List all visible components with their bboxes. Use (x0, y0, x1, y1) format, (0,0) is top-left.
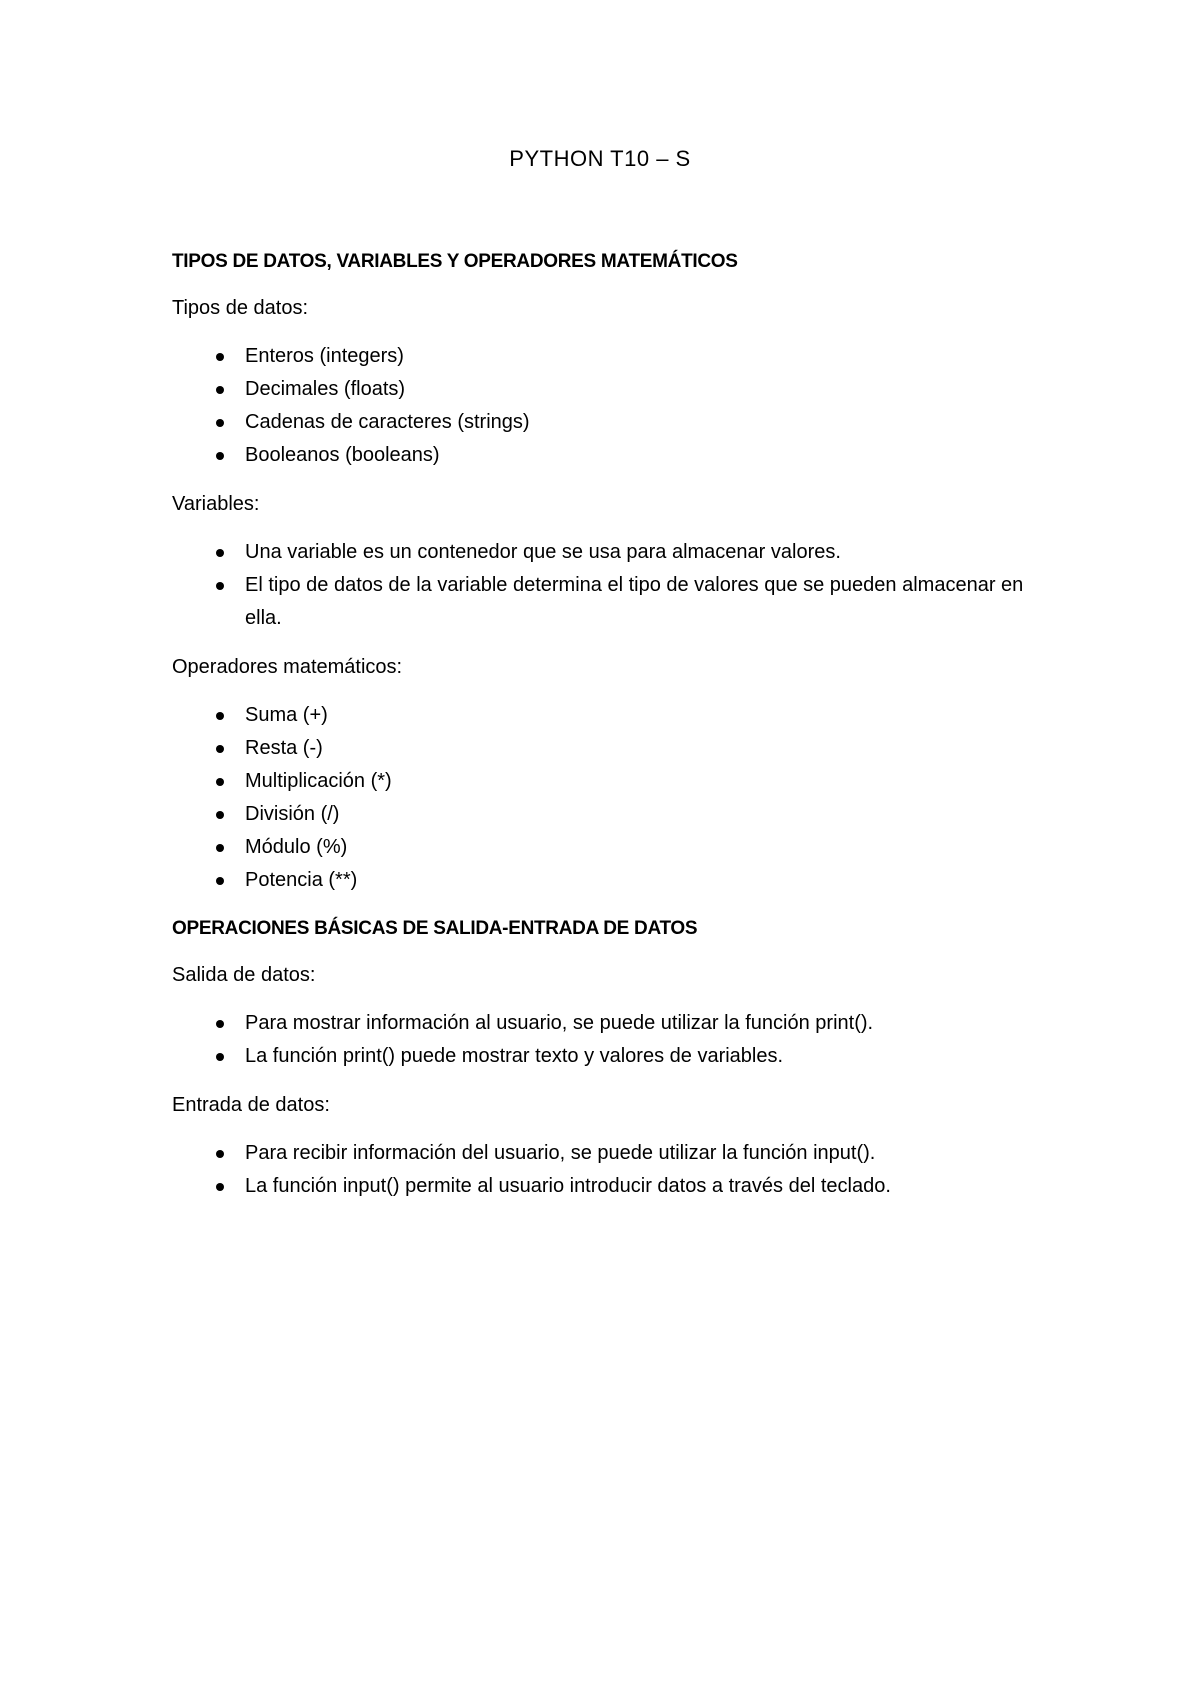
list-item-text: La función input() permite al usuario introducir datos a través del teclado. (245, 1175, 891, 1197)
group-label-variables: Variables: (172, 493, 260, 515)
list-item-text: El tipo de datos de la variable determina el tipo de valores que se pueden almacenar en ella. (245, 574, 1024, 629)
list-item-text: Potencia (**) (245, 869, 358, 891)
bullet-list (172, 536, 1052, 635)
bullet-list (172, 340, 1052, 472)
bullet-icon (216, 1183, 224, 1191)
document-title: PYTHON T10 – S (509, 146, 691, 171)
list-item (172, 732, 1052, 765)
list-item-text: Enteros (integers) (245, 345, 404, 367)
list-item-text: Suma (+) (245, 704, 328, 726)
bullet-icon (216, 549, 224, 557)
group-label-tipos-de-datos: Tipos de datos: (172, 297, 309, 319)
list-item-text: Resta (-) (245, 737, 323, 759)
list-item (172, 406, 1052, 439)
list-item-text: Para recibir información del usuario, se puede utilizar la función input(). (245, 1142, 876, 1164)
list-item-text: Cadenas de caracteres (strings) (245, 411, 530, 433)
bullet-icon (216, 745, 224, 753)
list-item-text: Módulo (%) (245, 836, 348, 858)
list-item-text: Para mostrar información al usuario, se puede utilizar la función print(). (245, 1012, 874, 1034)
bullet-icon (216, 1020, 224, 1028)
section-tipos-de-datos (172, 250, 1052, 897)
section-entrada-salida (172, 917, 1052, 1203)
bullet-list (172, 1137, 1052, 1203)
list-item (172, 340, 1052, 373)
bullet-icon (216, 712, 224, 720)
list-item (172, 536, 1052, 569)
bullet-icon (216, 778, 224, 786)
list-item (172, 1170, 1052, 1203)
list-item (172, 439, 1052, 472)
list-item-text: La función print() puede mostrar texto y valores de variables. (245, 1045, 784, 1067)
bullet-icon (216, 1150, 224, 1158)
group-label-entrada: Entrada de datos: (172, 1094, 330, 1116)
list-item (172, 699, 1052, 732)
list-item (172, 373, 1052, 406)
list-item (172, 569, 1052, 635)
list-item (172, 765, 1052, 798)
list-item (172, 1007, 1052, 1040)
group-label-operadores: Operadores matemáticos: (172, 656, 403, 678)
bullet-icon (216, 419, 224, 427)
bullet-icon (216, 1053, 224, 1061)
bullet-icon (216, 844, 224, 852)
list-item (172, 798, 1052, 831)
list-item-text: Multiplicación (*) (245, 770, 392, 792)
bullet-icon (216, 353, 224, 361)
group-label-salida: Salida de datos: (172, 964, 316, 986)
list-item-text: Booleanos (booleans) (245, 444, 440, 466)
list-item-text: Decimales (floats) (245, 378, 406, 400)
list-item (172, 864, 1052, 897)
list-item (172, 1040, 1052, 1073)
list-item-text: Una variable es un contenedor que se usa para almacenar valores. (245, 541, 841, 563)
bullet-icon (216, 811, 224, 819)
bullet-icon (216, 452, 224, 460)
document-body (172, 250, 1052, 1223)
bullet-icon (216, 386, 224, 394)
list-item (172, 1137, 1052, 1170)
section-heading: TIPOS DE DATOS, VARIABLES Y OPERADORES MATEMÁTICOS (172, 251, 738, 272)
section-heading: OPERACIONES BÁSICAS DE SALIDA-ENTRADA DE DATOS (172, 918, 698, 939)
bullet-list (172, 699, 1052, 897)
bullet-list (172, 1007, 1052, 1073)
bullet-icon (216, 582, 224, 590)
list-item (172, 831, 1052, 864)
bullet-icon (216, 877, 224, 885)
list-item-text: División (/) (245, 803, 340, 825)
